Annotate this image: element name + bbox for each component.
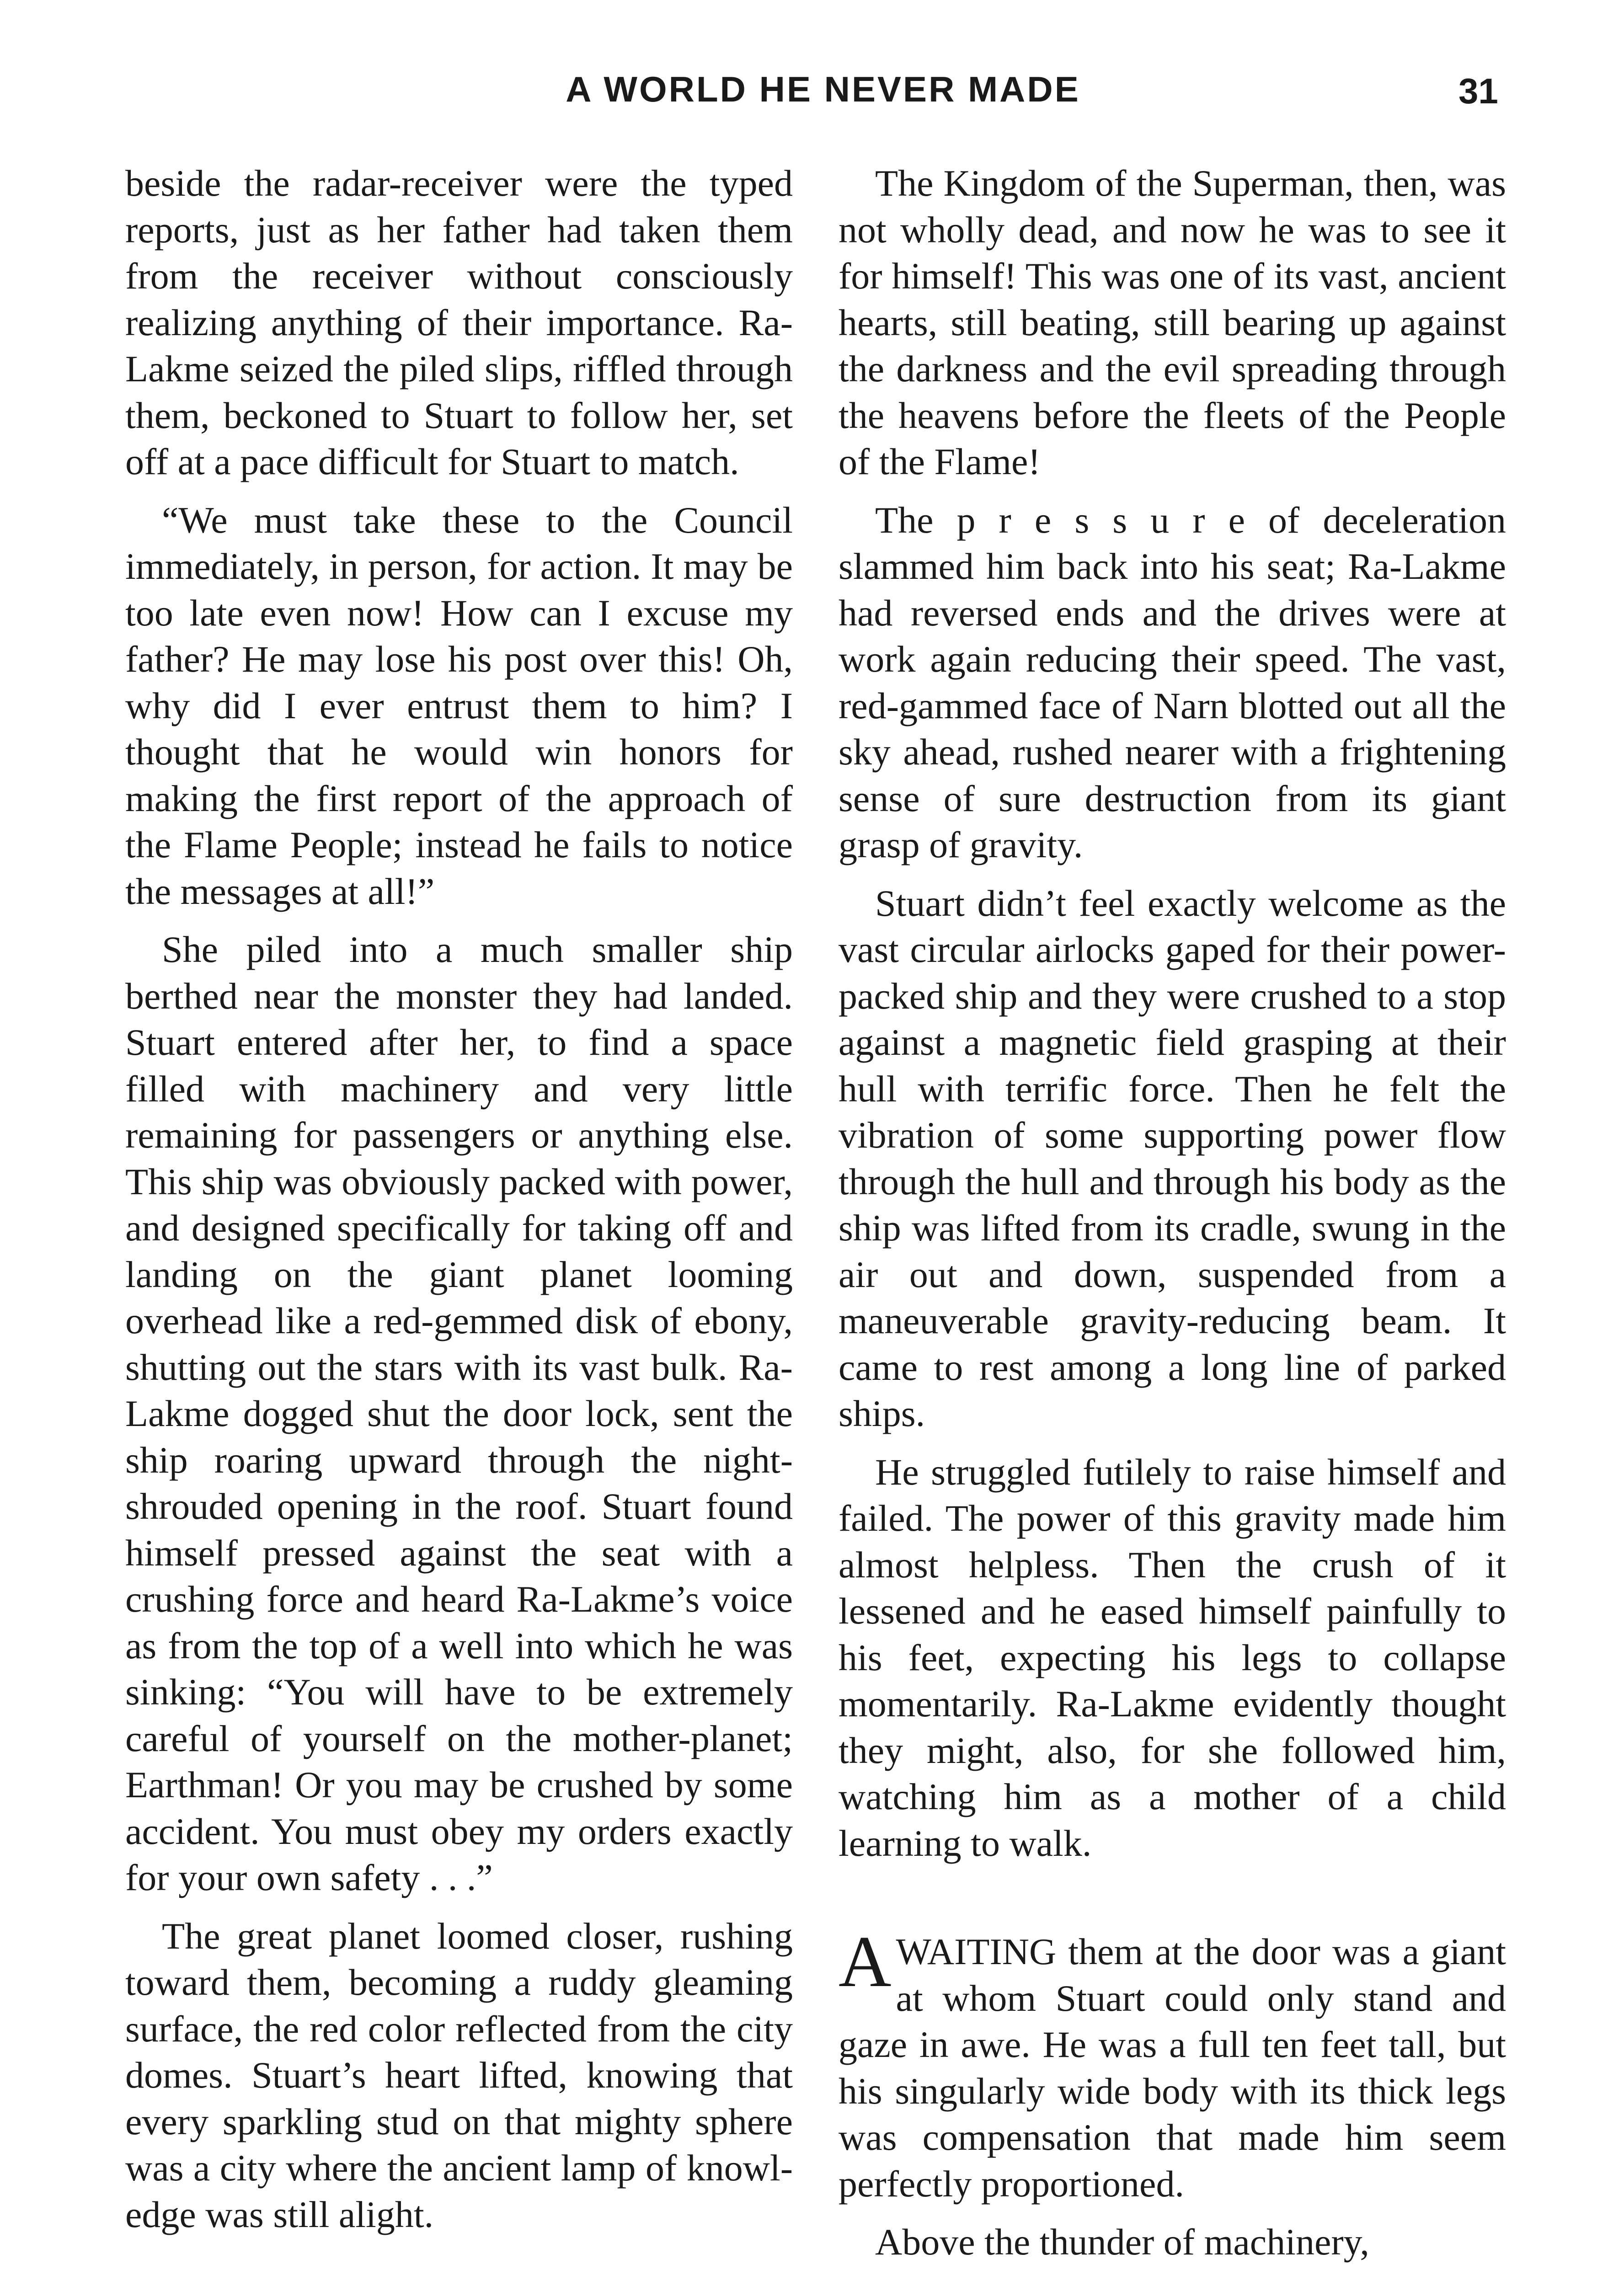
section-break [839, 1878, 1506, 1928]
paragraph: Above the thunder of machinery, [875, 2221, 1369, 2263]
section-opening-paragraph [839, 1921, 1506, 2207]
left-column [125, 160, 793, 2249]
paragraph: He struggled futilely to raise himself and failed. The power of this gravity made him almost helpless. Then the crush of it lessened and he eased himself painfully to his feet, expecting his legs to collapse momentarily. Ra-Lakme evidently thought they might, also, for she followed him, watching him as a mother of a child learning to walk. [839, 1451, 1506, 1864]
paragraph: The p r e s s u r e of deceleration slammed him back into his seat; Ra-Lakme had reversed ends and the drives were at work again reducing their speed. The vast, red-gammed face of Narn blotted out all the sky ahead, rushed nearer with a frightening sense of sure destruction from its giant grasp of gravity. [839, 499, 1506, 865]
running-title: A WORLD HE NEVER MADE [566, 69, 1080, 109]
section-opening-text: them at the door was a giant at whom Stuart could only stand and gaze in awe. He was a full ten feet tall, but his singularly wide body with its thick legs was compensation that made him seem perfectly proportioned. [839, 1931, 1506, 2205]
paragraph: beside the radar-receiver were the typed reports, just as her father had taken them from the receiver without consciously realizing anything of their importance. Ra-Lakme seized the piled slips, riffled through them, beckoned to Stuart to follow her, set off at a pace difficult for Stuart to match. [125, 162, 793, 482]
paragraph: The Kingdom of the Superman, then, was not wholly dead, and now he was to see it for himself! This was one of its vast, ancient hearts, still beating, still bearing up against the darkness and the evil spreading through the heavens before the fleets of the People of the Flame! [839, 162, 1506, 482]
paragraph: “We must take these to the Council immediately, in person, for action. It may be too late even now! How can I excuse my father? He may lose his post over this! Oh, why did I ever entrust them to him? I thought that he would win honors for making the first report of the approach of the Flame People; instead he fails to notice the messages at all!” [125, 499, 793, 912]
page-number: 31 [1458, 71, 1498, 111]
section-lead-word: WAITING [896, 1931, 1057, 1972]
paragraph: She piled into a much smaller ship berthed near the monster they had landed. Stuart entered after her, to find a space filled with machinery and very little remaining for passengers or anything else. This ship was obviously packed with power, and designed specifically for taking off and landing on the giant planet looming overhead like a red-gemmed disk of ebony, shutting out the stars with its vast bulk. Ra-Lakme dogged shut the door lock, sent the ship roaring upward through the night-shrouded opening in the roof. Stuart found himself pressed against the seat with a crushing force and heard Ra-Lakme’s voice as from the top of a well into which he was sinking: “You will have to be extremely careful of yourself on the mother-planet; Earthman! Or you may be crushed by some accident. You must obey my orders exactly for your own safety . . .” [125, 929, 793, 1898]
drop-cap: A [839, 1921, 892, 2002]
paragraph: The great planet loomed closer, rushing toward them, becoming a ruddy gleaming surface, the red color reflected from the city domes. Stuart’s heart lifted, knowing that every sparkling stud on that mighty sphere was a city where the ancient lamp of knowledge was still alight. [125, 1915, 793, 2235]
paragraph: Stuart didn’t feel exactly welcome as the vast circular airlocks gaped for their power-packed ship and they were crushed to a stop against a magnetic field grasping at their hull with terrific force. Then he felt the vibration of some supporting power flow through the hull and through his body as the ship was lifted from its cradle, swung in the air out and down, suspended from a maneuverable gravity-reducing beam. It came to rest among a long line of parked ships. [839, 882, 1506, 1434]
right-column [839, 160, 1506, 2277]
